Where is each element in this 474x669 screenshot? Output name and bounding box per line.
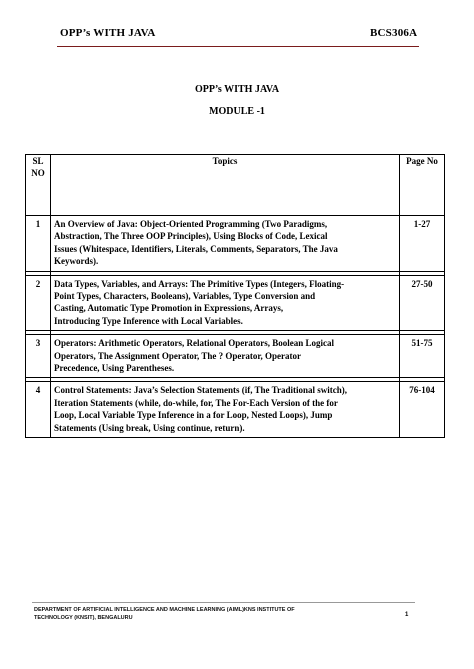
topic-line: Operators, The Assignment Operator, The ? Operator, Operator — [54, 350, 301, 361]
footer-line: DEPARTMENT OF ARTIFICIAL INTELLIGENCE AND MACHINE LEARNING (AIML)KNS INSTITUTE OF — [34, 607, 295, 613]
row-page-range: 27-50 — [400, 276, 445, 332]
topic-line: An Overview of Java: Object-Oriented Programming (Two Paradigms, — [54, 219, 328, 229]
footer-rule — [32, 602, 415, 603]
no-header-line: NO — [31, 168, 45, 179]
page-number: 1 — [405, 612, 409, 618]
row-topics — [51, 382, 400, 438]
topic-line: Iteration Statements (while, do-while, for, The For-Each Version of the for — [54, 397, 338, 408]
table-header-row — [26, 155, 445, 216]
row-sl-no: 1 — [26, 216, 51, 272]
table-body — [26, 216, 445, 438]
page-no-header: Page No — [400, 155, 445, 216]
row-sl-no: 4 — [26, 382, 51, 438]
row-sl-no: 2 — [26, 276, 51, 332]
row-topics — [51, 335, 400, 378]
contents-table — [25, 154, 445, 438]
table-row — [26, 335, 445, 378]
topic-line: Precedence, Using Parentheses. — [54, 363, 175, 374]
module-title: MODULE -1 — [209, 106, 265, 117]
table-row — [26, 382, 445, 438]
header-course-code: BCS306A — [370, 27, 418, 39]
row-topics — [51, 276, 400, 332]
topic-line: Issues (Whitespace, Identifiers, Literals, Comments, Separators, The Java — [54, 243, 338, 254]
topics-header: Topics — [51, 155, 400, 216]
topic-line: Introducing Type Inference with Local Variables. — [54, 315, 243, 326]
row-page-range: 1-27 — [400, 216, 445, 272]
header-rule — [57, 46, 419, 47]
sl-no-header — [26, 155, 51, 216]
topic-line: Abstraction, The Three OOP Principles), Using Blocks of Code, Lexical — [54, 231, 328, 242]
topic-line: Loop, Local Variable Type Inference in a for Loop, Nested Loops), Jump — [54, 410, 333, 421]
row-page-range: 51-75 — [400, 335, 445, 378]
footer-department — [34, 606, 354, 623]
topic-line: Casting, Automatic Type Promotion in Expressions, Arrays, — [54, 303, 284, 314]
document-title: OPP’s WITH JAVA — [194, 84, 280, 95]
sl-header-line: SL — [32, 156, 44, 166]
topic-line: Statements (Using break, Using continue, return). — [54, 422, 245, 433]
row-sl-no: 3 — [26, 335, 51, 378]
footer-line: TECHNOLOGY (KNSIT), BENGALURU — [34, 615, 133, 622]
row-page-range: 76-104 — [400, 382, 445, 438]
row-topics — [51, 216, 400, 272]
header-course-title: OPP’s WITH JAVA — [60, 27, 156, 39]
topic-line: Point Types, Characters, Booleans), Variables, Type Conversion and — [54, 291, 316, 302]
topic-line: Data Types, Variables, and Arrays: The Primitive Types (Integers, Floating- — [54, 278, 345, 289]
topic-line: Control Statements: Java’s Selection Statements (if, The Traditional switch), — [54, 385, 347, 396]
topic-line: Operators: Arithmetic Operators, Relational Operators, Boolean Logical — [54, 338, 334, 349]
table-row — [26, 216, 445, 272]
topic-line: Keywords). — [54, 256, 99, 267]
table-row — [26, 276, 445, 332]
